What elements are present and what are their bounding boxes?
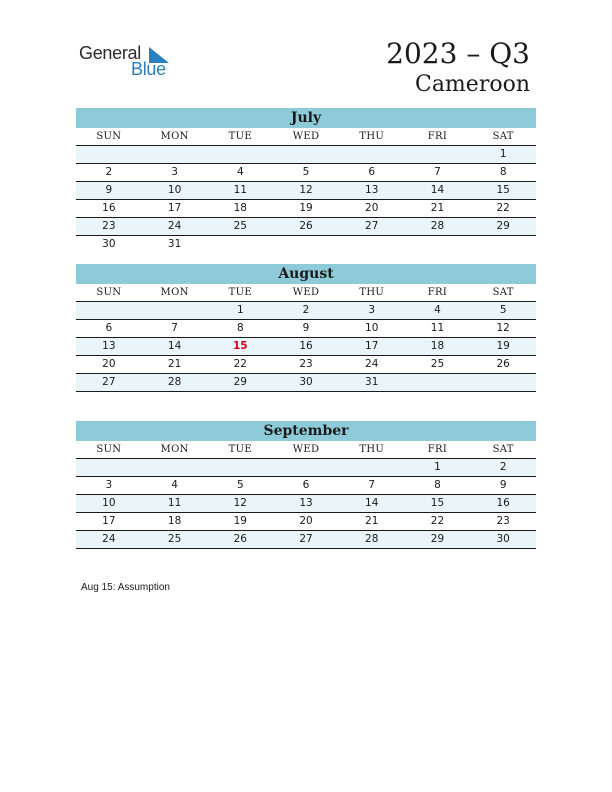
generalblue-logo: [79, 43, 179, 79]
week-row: [76, 374, 536, 392]
day-cell: [273, 146, 339, 163]
week-row: [76, 164, 536, 182]
day-cell: 5: [499, 304, 507, 316]
day-cell: 17: [102, 515, 116, 527]
day-cell: 14: [430, 184, 445, 196]
day-cell: 16: [496, 497, 510, 509]
day-cell: 11: [430, 322, 445, 334]
day-cell: [405, 374, 471, 391]
day-cell: [207, 459, 273, 476]
week-row: [76, 459, 536, 477]
day-cell: 25: [233, 220, 247, 232]
day-cell: 28: [430, 220, 445, 232]
day-cell: 26: [299, 220, 313, 232]
day-cell: 25: [167, 533, 182, 545]
weekday-label: SUN: [96, 444, 122, 455]
week-row: [76, 320, 536, 338]
day-cell: 22: [233, 358, 247, 370]
logo-blue-text: Blue: [131, 59, 166, 79]
day-cell: 13: [365, 184, 379, 196]
day-cell: 24: [102, 533, 116, 545]
day-cell: [339, 146, 405, 163]
day-cell: 29: [233, 376, 247, 388]
day-cell: 13: [102, 340, 116, 352]
day-cell: 19: [496, 340, 510, 352]
day-cell: [339, 236, 405, 253]
day-cell: [339, 459, 405, 476]
day-cell: 31: [167, 238, 182, 250]
day-cell: 26: [496, 358, 510, 370]
day-cell: 4: [171, 479, 178, 491]
day-cell: [470, 374, 536, 391]
day-cell: 13: [299, 497, 313, 509]
weekday-label: WED: [292, 444, 320, 455]
week-row: [76, 200, 536, 218]
day-cell: 12: [299, 184, 313, 196]
day-cell: 26: [233, 533, 247, 545]
day-cell: [273, 236, 339, 253]
day-cell: 16: [102, 202, 116, 214]
day-cell: 12: [496, 322, 510, 334]
day-cell: 2: [302, 304, 310, 316]
day-cell: [142, 302, 208, 319]
day-cell: 15: [430, 497, 445, 509]
day-cell: 15: [496, 184, 510, 196]
day-cell: 28: [365, 533, 379, 545]
day-cell: 17: [167, 202, 182, 214]
weekday-label: WED: [292, 287, 320, 298]
day-cell: [207, 146, 273, 163]
weekday-label: WED: [292, 131, 320, 142]
country-name: Cameroon: [414, 72, 530, 97]
day-cell: 3: [171, 166, 178, 178]
day-cell: [76, 459, 142, 476]
weekday-label: SUN: [96, 131, 122, 142]
day-cell: 5: [236, 479, 244, 491]
day-cell: 6: [302, 479, 310, 491]
weekday-label: THU: [359, 444, 385, 455]
weekday-label: MON: [160, 287, 189, 298]
day-cell: 30: [496, 533, 510, 545]
day-cell: 11: [233, 184, 247, 196]
day-cell: 23: [496, 515, 510, 527]
day-cell: 29: [496, 220, 510, 232]
day-cell: 8: [434, 479, 441, 491]
day-cell: 22: [430, 515, 445, 527]
day-cell: 16: [299, 340, 313, 352]
day-cell: 21: [365, 515, 379, 527]
day-cell: [207, 236, 273, 253]
day-cell: 31: [365, 376, 379, 388]
weekday-label: MON: [160, 444, 189, 455]
day-cell: 10: [167, 184, 182, 196]
weekday-label: FRI: [427, 444, 448, 455]
day-cell: 14: [167, 340, 182, 352]
day-cell: 24: [167, 220, 182, 232]
weekday-label: FRI: [427, 131, 448, 142]
weekday-header-row: [76, 128, 536, 146]
weekday-label: SUN: [96, 287, 122, 298]
day-cell: 9: [499, 479, 507, 491]
day-cell: 22: [496, 202, 510, 214]
day-cell: 21: [430, 202, 445, 214]
day-cell: [142, 459, 208, 476]
logo-general-text: General: [79, 43, 141, 63]
weekday-label: SAT: [492, 287, 514, 298]
day-cell: 24: [365, 358, 379, 370]
day-cell: 3: [105, 479, 113, 491]
day-cell: 10: [102, 497, 116, 509]
week-row: [76, 338, 536, 356]
day-cell: 9: [302, 322, 310, 334]
day-cell: 2: [499, 461, 507, 473]
day-cell: 18: [233, 202, 247, 214]
day-cell: 9: [105, 184, 113, 196]
day-cell: 14: [365, 497, 379, 509]
weekday-label: MON: [160, 131, 189, 142]
day-cell: [405, 236, 471, 253]
month-calendar-september: [76, 421, 536, 549]
holiday-day-cell: 15: [232, 340, 248, 352]
month-calendar-july: [76, 108, 536, 253]
week-row: [76, 146, 536, 164]
weekday-label: TUE: [228, 131, 252, 142]
day-cell: 27: [365, 220, 379, 232]
day-cell: 30: [299, 376, 313, 388]
week-row: [76, 356, 536, 374]
day-cell: 18: [167, 515, 182, 527]
day-cell: 1: [434, 461, 441, 473]
week-row: [76, 236, 536, 253]
day-cell: 2: [105, 166, 113, 178]
day-cell: 19: [233, 515, 247, 527]
week-row: [76, 495, 536, 513]
day-cell: 7: [171, 322, 178, 334]
day-cell: 4: [434, 304, 441, 316]
day-cell: 10: [365, 322, 379, 334]
week-row: [76, 218, 536, 236]
weekday-label: THU: [359, 131, 385, 142]
day-cell: [76, 302, 142, 319]
week-row: [76, 477, 536, 495]
weekday-label: THU: [359, 287, 385, 298]
day-cell: 12: [233, 497, 247, 509]
day-cell: 20: [299, 515, 313, 527]
day-cell: 19: [299, 202, 313, 214]
weekday-label: FRI: [427, 287, 448, 298]
week-row: [76, 531, 536, 549]
month-name: August: [76, 264, 536, 284]
day-cell: 4: [236, 166, 244, 178]
day-cell: 6: [105, 322, 113, 334]
day-cell: [470, 236, 536, 253]
day-cell: 27: [102, 376, 116, 388]
day-cell: 6: [368, 166, 376, 178]
month-calendar-august: [76, 264, 536, 392]
day-cell: 30: [102, 238, 116, 250]
day-cell: 7: [368, 479, 376, 491]
weekday-label: SAT: [492, 131, 514, 142]
day-cell: 25: [430, 358, 445, 370]
weekday-label: SAT: [492, 444, 514, 455]
day-cell: 1: [499, 148, 507, 160]
day-cell: 8: [499, 166, 507, 178]
day-cell: 21: [167, 358, 182, 370]
holiday-note: Aug 15: Assumption: [81, 582, 170, 593]
day-cell: 3: [368, 304, 376, 316]
weekday-label: TUE: [228, 287, 252, 298]
weekday-header-row: [76, 441, 536, 459]
day-cell: 27: [299, 533, 313, 545]
day-cell: 5: [302, 166, 310, 178]
month-name: September: [76, 421, 536, 441]
day-cell: 7: [434, 166, 441, 178]
page-title: 2023 – Q3: [386, 37, 530, 70]
day-cell: [142, 146, 208, 163]
week-row: [76, 513, 536, 531]
day-cell: 23: [299, 358, 313, 370]
day-cell: 11: [167, 497, 182, 509]
week-row: [76, 182, 536, 200]
day-cell: 20: [365, 202, 379, 214]
day-cell: 18: [430, 340, 445, 352]
day-cell: 23: [102, 220, 116, 232]
week-row: [76, 302, 536, 320]
weekday-header-row: [76, 284, 536, 302]
day-cell: [273, 459, 339, 476]
day-cell: 29: [430, 533, 445, 545]
month-name: July: [76, 108, 536, 128]
weekday-label: TUE: [228, 444, 252, 455]
day-cell: 8: [236, 322, 244, 334]
day-cell: [405, 146, 471, 163]
day-cell: 17: [365, 340, 379, 352]
day-cell: 20: [102, 358, 116, 370]
day-cell: 28: [167, 376, 182, 388]
day-cell: [76, 146, 142, 163]
day-cell: 1: [236, 304, 244, 316]
